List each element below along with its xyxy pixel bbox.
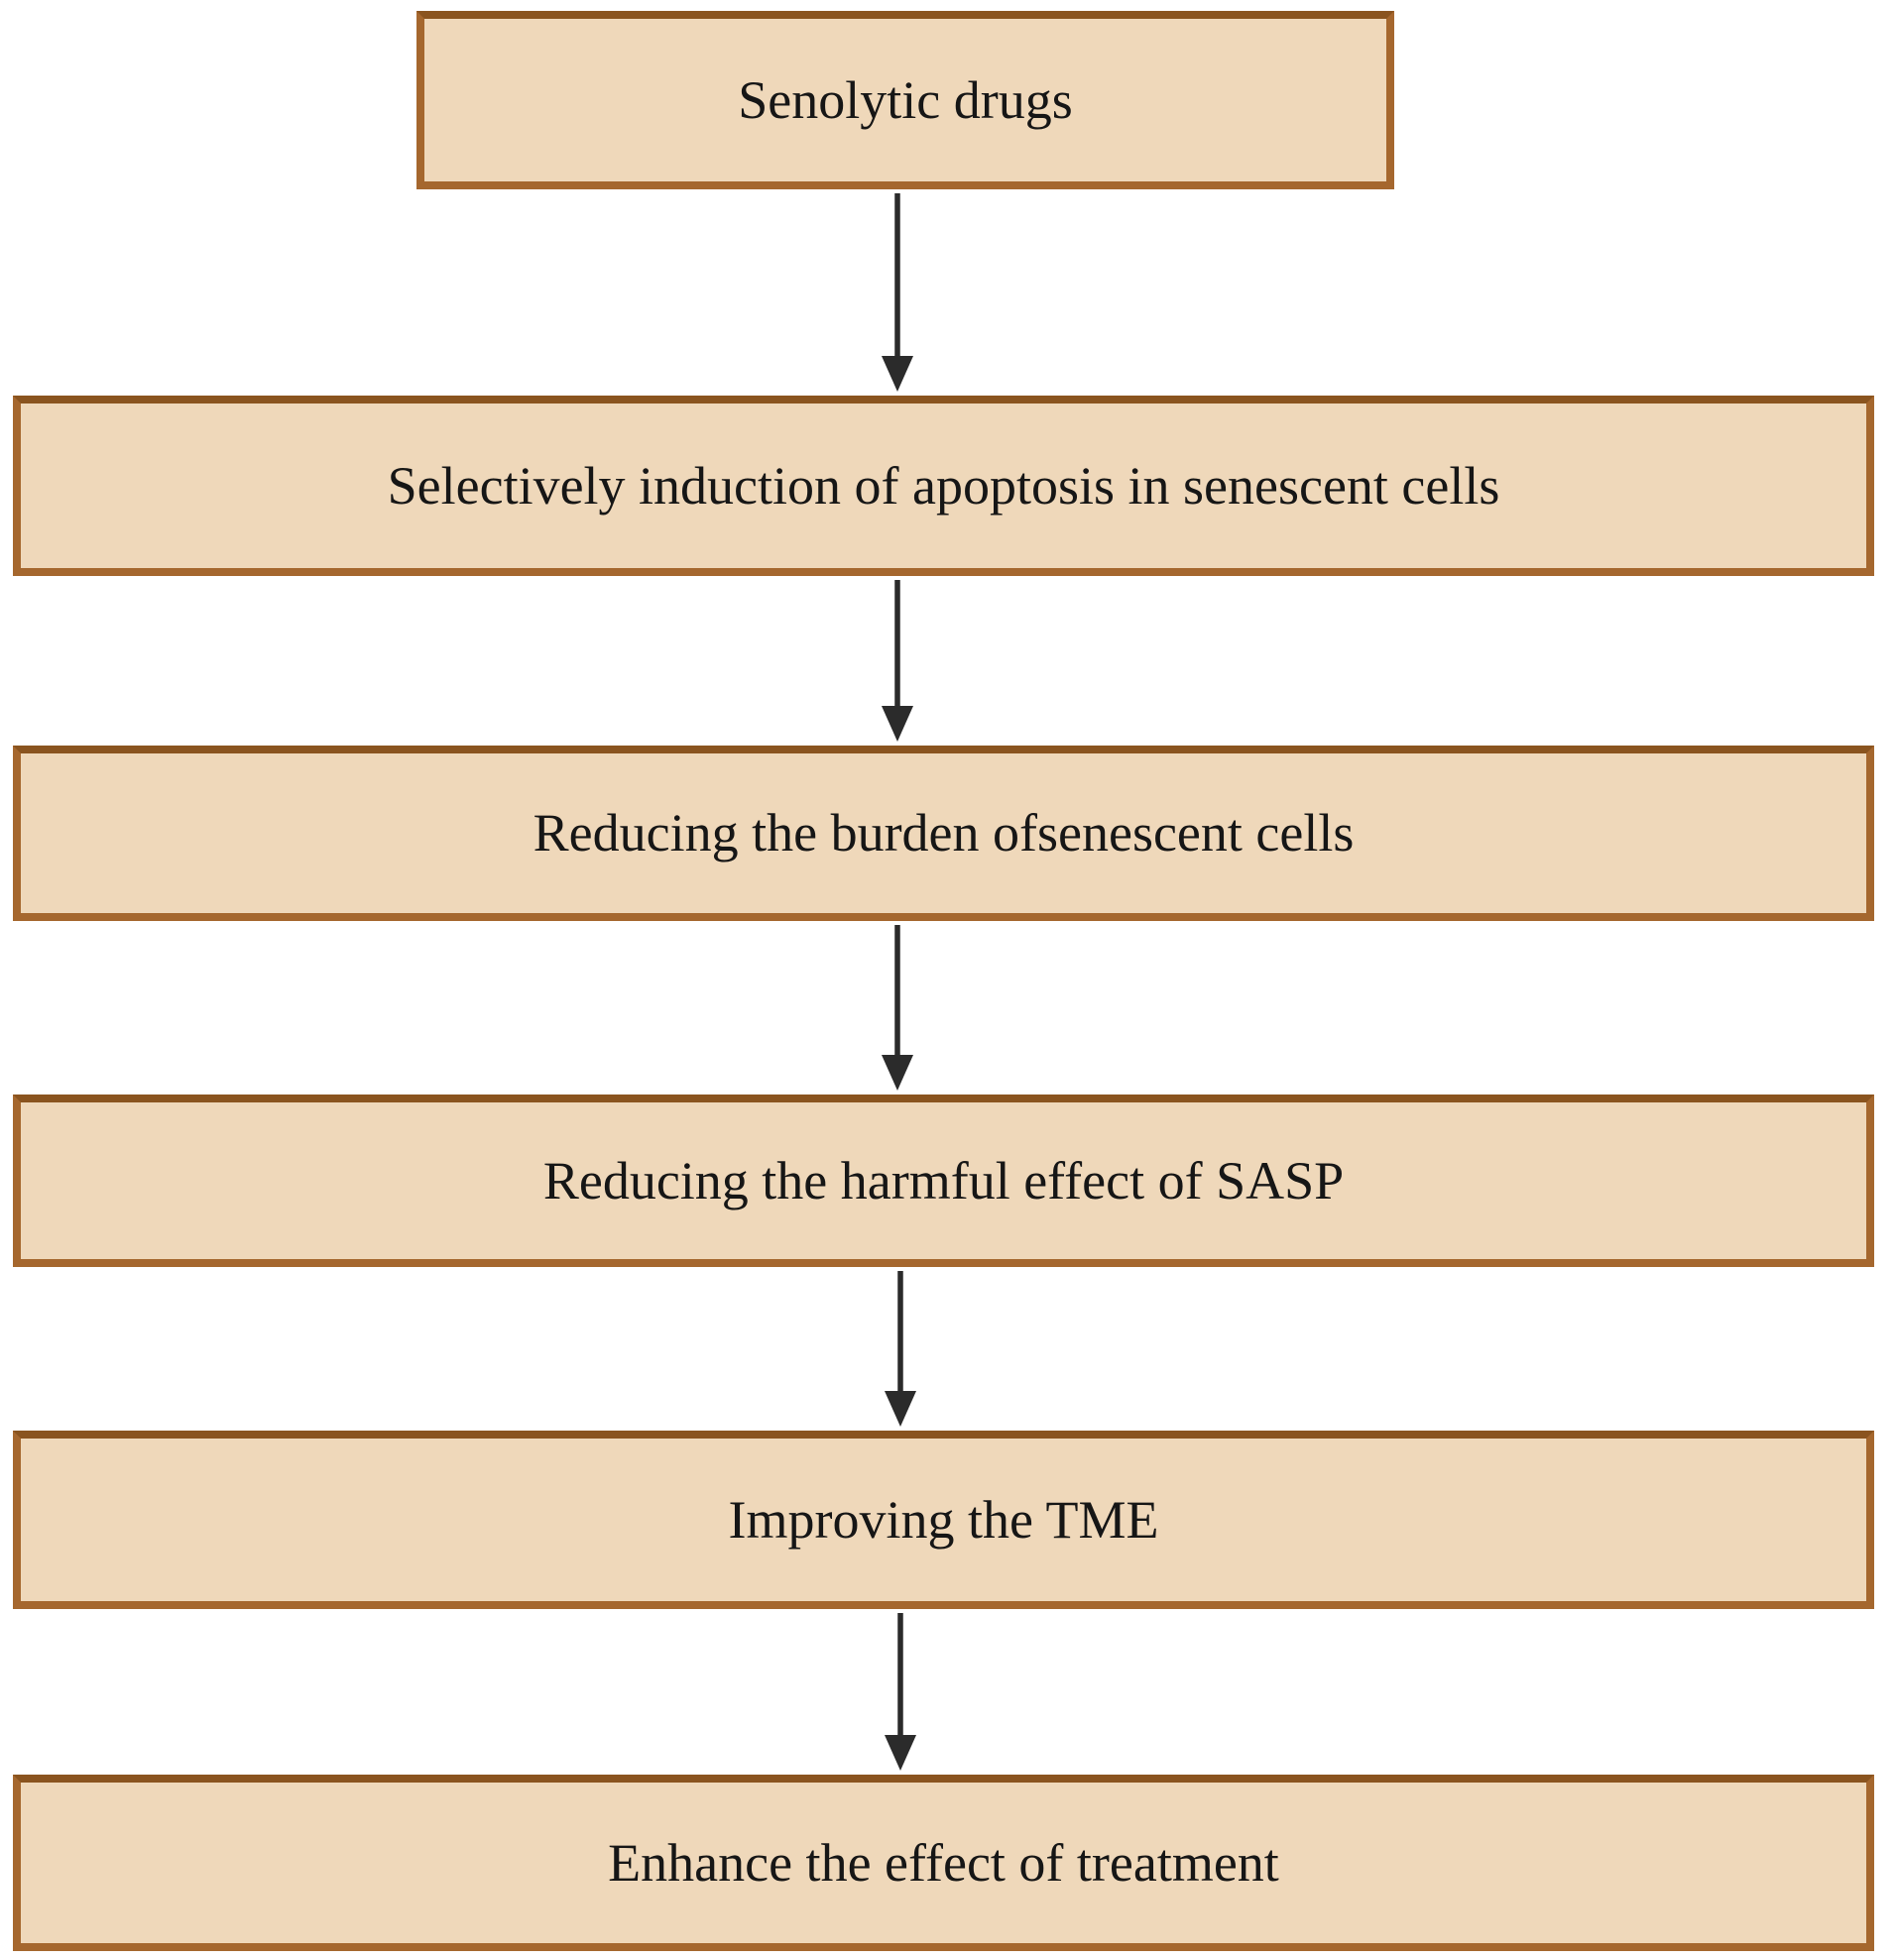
- flow-node-reduce-senescent-burden: [13, 746, 1874, 921]
- flow-node-enhance-treatment: [13, 1775, 1874, 1951]
- flow-node-label: Senolytic drugs: [738, 69, 1073, 130]
- flow-node-label: Selectively induction of apoptosis in senescent cells: [387, 455, 1500, 516]
- flow-node-label: Enhance the effect of treatment: [608, 1832, 1279, 1893]
- flow-node-reduce-sasp-effect: [13, 1095, 1874, 1267]
- flow-node-apoptosis-induction: [13, 396, 1874, 576]
- flow-node-senolytic-drugs: [416, 11, 1394, 189]
- flow-node-label: Reducing the burden ofsenescent cells: [533, 803, 1355, 864]
- arrow-down-icon: [879, 1613, 922, 1771]
- arrow-down-icon: [876, 925, 919, 1091]
- arrow-down-icon: [876, 193, 919, 392]
- arrow-down-icon: [879, 1271, 922, 1427]
- flow-node-label: Improving the TME: [728, 1489, 1159, 1550]
- arrow-down-icon: [876, 580, 919, 742]
- flow-node-improve-tme: [13, 1431, 1874, 1609]
- flow-node-label: Reducing the harmful effect of SASP: [542, 1150, 1345, 1211]
